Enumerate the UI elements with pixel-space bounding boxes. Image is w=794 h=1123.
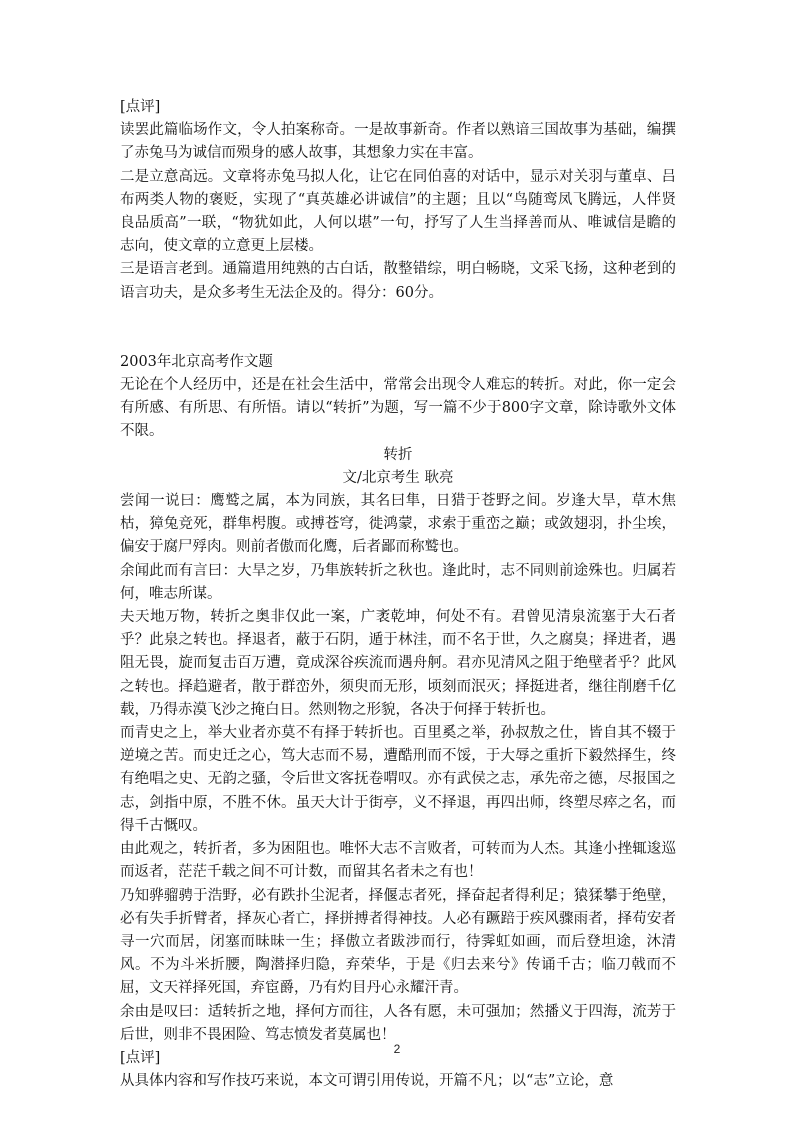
essay-author: 文/北京考生 耿亮 (342, 469, 454, 486)
review-tag: [点评] (120, 99, 161, 115)
page-content (120, 96, 676, 1093)
essay-paragraph: 尝闻一说曰：鹰鹫之属，本为同族，其名曰隼，日猎于苍野之间。岁逢大旱，草木焦枯，獐兔竞死，群隼枵腹。或搏苍穹，徙鸿蒙，求索于重峦之巅；或敛翅羽，扑尘埃，偏安于腐尸殍肉。则前者傲而化鹰，后者鄙而称鹫也。 (120, 493, 676, 556)
review-paragraph: 读罢此篇临场作文，令人拍案称奇。一是故事新奇。作者以熟谙三国故事为基础，编撰了赤兔马为诚信而殒身的感人故事，其想象力实在丰富。 (120, 122, 676, 162)
section-spacer (120, 305, 676, 351)
review-paragraph: 三是语言老到。通篇遣用纯熟的古白话，散整错综，明白畅晓，文采飞扬，这种老到的语言功夫，是众多考生无法企及的。得分：60分。 (120, 261, 676, 301)
exam-prompt: 无论在个人经历中，还是在社会生活中，常常会出现令人难忘的转折。对此，你一定会有所感、有所思、有所悟。请以“转折”为题，写一篇不少于800字文章，除诗歌外文体不限。 (120, 377, 676, 440)
essay-paragraph: 余由是叹曰：适转折之地，择何方而往，人各有愿，未可强加；然播义于四海，流芳于后世，则非不畏困险、笃志愤发者莫属也！ (120, 1003, 676, 1043)
essay-paragraph: 乃知骅骝骋于浩野，必有跌扑尘泥者，择偃志者死，择奋起者得利足；猿猱攀于绝壁，必有失手折臂者，择灰心者亡，择拼搏者得神技。人必有蹶踣于疾风骤雨者，择苟安者寻一穴而居，闭塞而昧昧一生；择傲立者跋涉而行，待霁虹如画，而后登坦途，沐清风。不为斗米折腰，陶潜择归隐，弃荣华，于是《归去来兮》传诵千古；临刀戟而不屈，文天祥择死国，弃宦爵，乃有灼目丹心永耀汗青。 (120, 887, 676, 997)
exam-heading: 2003年北京高考作文题 (120, 353, 273, 370)
essay-paragraph: 夫天地万物，转折之奥非仅此一案，广袤乾坤，何处不有。君曾见清泉流塞于大石者乎？此泉之转也。择退者，蔽于石阴，遁于林洼，而不名于世，久之腐臭；择进者，遇阻无畏，旋而复击百万遭，竟成深谷疾流而遇舟舸。君亦见清风之阻于绝壁者乎？此风之转也。择趋避者，散于群峦外，须臾而无形，顷刻而泯灭；择挺进者，继往削磨千亿载，乃得赤漠飞沙之掩白日。然则物之形貌，各决于何择于转折也。 (120, 609, 676, 718)
review-tag: [点评] (120, 1049, 161, 1066)
review-paragraph: 从具体内容和写作技巧来说，本文可谓引用传说，开篇不凡；以“志”立论，意 (120, 1073, 614, 1090)
page-number: 2 (393, 1042, 401, 1056)
essay-title: 转折 (383, 446, 413, 463)
essay-paragraph: 由此观之，转折者，多为困阻也。唯怀大志不言败者，可转而为人杰。其逢小挫辄逡巡而返者，茫茫千载之间不可计数，而留其名者未之有也！ (120, 841, 676, 881)
review-paragraph: 二是立意高远。文章将赤兔马拟人化，让它在同伯喜的对话中，显示对关羽与董卓、吕布两类人物的褒贬，实现了“真英雄必讲诚信”的主题；且以“鸟随鸾凤飞腾远，人伴贤良品质高”一联，“物犹如此，人何以堪”一句，抒写了人生当择善而从、唯诚信是瞻的志向，使文章的立意更上层楼。 (120, 168, 676, 255)
essay-paragraph: 余闻此而有言曰：大旱之岁，乃隼族转折之秋也。逢此时，志不同则前途殊也。归属若何，唯志所谋。 (120, 562, 676, 602)
essay-paragraph: 而青史之上，举大业者亦莫不有择于转折也。百里奚之举，孙叔敖之仕，皆自其不辍于逆境之苦。而史迁之心，笃大志而不易，遭酷刑而不馁，于大辱之重折下毅然择生，终有绝唱之史、无韵之骚，令后世文客抚卷喟叹。亦有武侯之志，承先帝之德，尽报国之志，剑指中原，不胜不休。虽天大计于街亭，义不择退，再四出师，终塑尽瘁之名，而得千古慨叹。 (120, 725, 676, 834)
